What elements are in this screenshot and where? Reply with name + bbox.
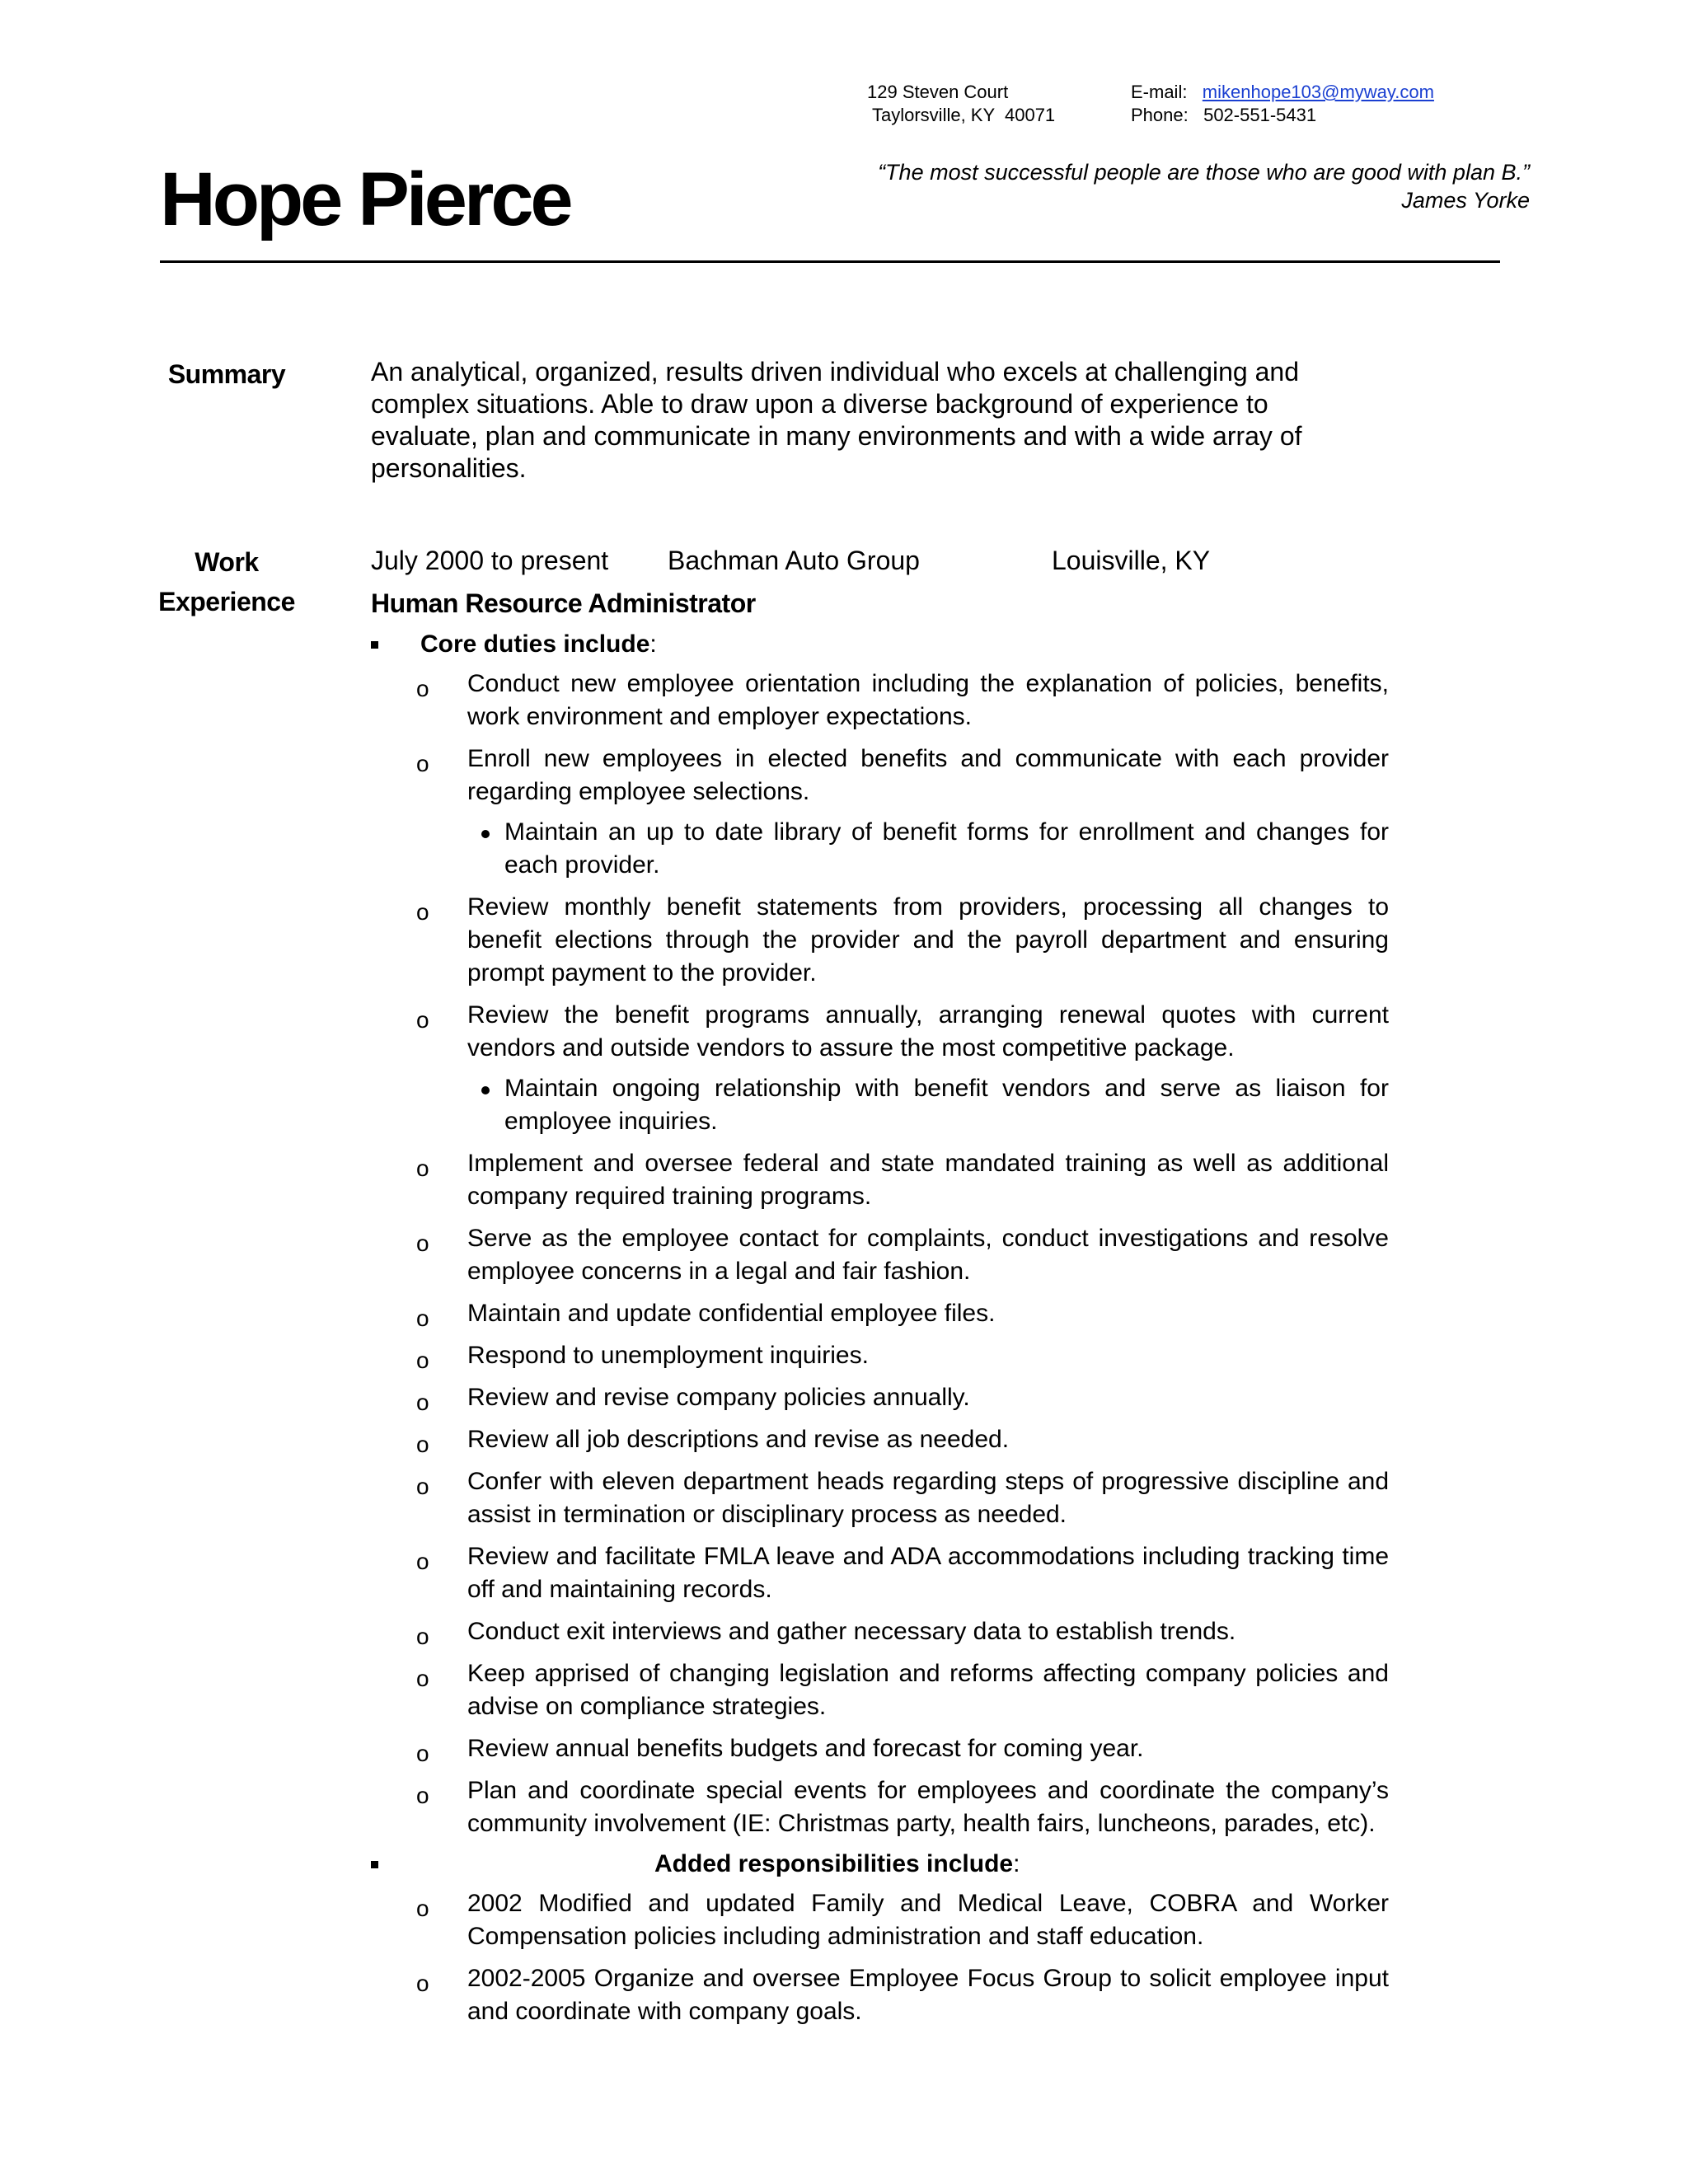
list-item-text: Review the benefit programs annually, arranging renewal quotes with current vendors and outside vendors to assure the most competitive package. bbox=[467, 1001, 1389, 1062]
sub-list-item bbox=[371, 1072, 1389, 1138]
list-item bbox=[371, 1657, 1389, 1723]
list-item bbox=[371, 1465, 1389, 1531]
added-duties-title: Added responsibilities include bbox=[654, 1850, 1014, 1877]
list-item-text: 2002-2005 Organize and oversee Employee Focus Group to solicit employee input and coordinate with company goals. bbox=[467, 1965, 1389, 2025]
circle-bullet-icon: o bbox=[416, 1305, 429, 1331]
circle-bullet-icon: o bbox=[416, 1347, 429, 1373]
circle-bullet-icon: o bbox=[416, 899, 429, 925]
core-duties-title: Core duties include bbox=[420, 630, 650, 658]
list-item-text: Plan and coordinate special events for employees and coordinate the company’s community involvement (IE: Christmas party, health fairs, luncheons, parades, etc). bbox=[467, 1777, 1389, 1837]
dot-bullet-icon bbox=[481, 830, 490, 838]
circle-bullet-icon: o bbox=[416, 1155, 429, 1181]
job-company: Bachman Auto Group bbox=[668, 546, 920, 575]
sub-list-item-text: Maintain an up to date library of benefit forms for enrollment and changes for each provider. bbox=[504, 818, 1389, 879]
list-item-text: Keep apprised of changing legislation and reforms affecting company policies and advise on compliance strategies. bbox=[467, 1660, 1389, 1720]
square-bullet-icon bbox=[371, 641, 378, 649]
circle-bullet-icon: o bbox=[416, 1474, 429, 1499]
list-item-text: Serve as the employee contact for complaints, conduct investigations and resolve employee concerns in a legal and fair fashion. bbox=[467, 1225, 1389, 1285]
list-item bbox=[371, 1147, 1389, 1213]
list-item-text: Conduct new employee orientation including the explanation of policies, benefits, work environment and employer expectations. bbox=[467, 670, 1389, 730]
list-item bbox=[371, 999, 1389, 1065]
circle-bullet-icon: o bbox=[416, 1666, 429, 1691]
list-item-text: Maintain and update confidential employee files. bbox=[467, 1300, 996, 1327]
circle-bullet-icon: o bbox=[416, 1896, 429, 1921]
circle-bullet-icon: o bbox=[416, 1007, 429, 1033]
sub-list-item-text: Maintain ongoing relationship with benefit vendors and serve as liaison for employee inquiries. bbox=[504, 1075, 1389, 1135]
added-duties-items bbox=[371, 1887, 1393, 2028]
circle-bullet-icon: o bbox=[416, 1549, 429, 1574]
list-item-text: Review monthly benefit statements from providers, processing all changes to benefit elections through the provider and the payroll department and ensuring prompt payment to the provider. bbox=[467, 893, 1389, 987]
circle-bullet-icon: o bbox=[416, 1783, 429, 1808]
list-item-text: Review annual benefits budgets and forecast for coming year. bbox=[467, 1735, 1144, 1762]
email-link[interactable]: mikenhope103@myway.com bbox=[1202, 82, 1434, 102]
email-label: E-mail: bbox=[1131, 82, 1188, 102]
circle-bullet-icon: o bbox=[416, 676, 429, 701]
list-item-text: Enroll new employees in elected benefits and communicate with each provider regarding employee selections. bbox=[467, 745, 1389, 805]
email-row bbox=[1131, 81, 1434, 104]
added-duties-heading bbox=[371, 1848, 1393, 1887]
core-duties-colon: : bbox=[649, 630, 657, 658]
added-duties-colon: : bbox=[1013, 1850, 1020, 1877]
circle-bullet-icon: o bbox=[416, 1230, 429, 1256]
duties-list bbox=[371, 628, 1393, 2037]
circle-bullet-icon: o bbox=[416, 751, 429, 776]
core-duties-items bbox=[371, 668, 1393, 1840]
list-item bbox=[371, 1297, 1389, 1330]
circle-bullet-icon: o bbox=[416, 1390, 429, 1415]
work-label-line-2: Experience bbox=[158, 587, 295, 616]
work-label-line-1: Work bbox=[195, 547, 259, 577]
list-item-text: Conduct exit interviews and gather necessary data to establish trends. bbox=[467, 1618, 1236, 1645]
list-item bbox=[371, 1615, 1389, 1648]
summary-text: An analytical, organized, results driven individual who excels at challenging and complex situations. Able to draw upon a diverse background of experience to evaluate, plan and communicate in many environments and with a wide array of personalities. bbox=[371, 357, 1302, 483]
address-line-1: 129 Steven Court bbox=[867, 82, 1009, 102]
job-dates: July 2000 to present bbox=[371, 546, 609, 575]
quote-text: “The most successful people are those who are good with plan B.” bbox=[878, 160, 1530, 185]
list-item bbox=[371, 1339, 1389, 1372]
core-duties-heading bbox=[371, 628, 1393, 668]
list-item-text: Confer with eleven department heads regarding steps of progressive discipline and assist in termination or disciplinary process as needed. bbox=[467, 1468, 1389, 1528]
quote-author: James Yorke bbox=[1401, 188, 1530, 213]
list-item bbox=[371, 1423, 1389, 1456]
circle-bullet-icon: o bbox=[416, 1741, 429, 1766]
list-item bbox=[371, 1774, 1389, 1840]
job-location: Louisville, KY bbox=[1052, 546, 1211, 575]
phone-number: 502-551-5431 bbox=[1203, 105, 1317, 125]
list-item bbox=[371, 668, 1389, 733]
header-divider bbox=[160, 260, 1500, 263]
phone-label: Phone: bbox=[1131, 105, 1189, 125]
list-item-text: Respond to unemployment inquiries. bbox=[467, 1342, 869, 1369]
job-title: Human Resource Administrator bbox=[371, 588, 756, 618]
list-item bbox=[371, 1381, 1389, 1414]
list-item-text: Review and facilitate FMLA leave and ADA accommodations including tracking time off and maintaining records. bbox=[467, 1543, 1389, 1603]
list-item bbox=[371, 1962, 1389, 2028]
list-item bbox=[371, 743, 1389, 808]
list-item-text: 2002 Modified and updated Family and Medical Leave, COBRA and Worker Compensation policies including administration and staff education. bbox=[467, 1890, 1389, 1950]
address-block bbox=[867, 81, 1055, 127]
quote-block bbox=[706, 158, 1530, 214]
summary-label: Summary bbox=[167, 359, 286, 389]
list-item-text: Review and revise company policies annually. bbox=[467, 1384, 970, 1411]
circle-bullet-icon: o bbox=[416, 1971, 429, 1996]
circle-bullet-icon: o bbox=[416, 1432, 429, 1457]
list-item bbox=[371, 1540, 1389, 1606]
list-item-text: Review all job descriptions and revise as needed. bbox=[467, 1426, 1010, 1453]
phone-row bbox=[1131, 104, 1434, 127]
square-bullet-icon bbox=[371, 1861, 378, 1868]
list-item bbox=[371, 1222, 1389, 1288]
list-item bbox=[371, 891, 1389, 990]
list-item bbox=[371, 1887, 1389, 1953]
candidate-name: Hope Pierce bbox=[160, 157, 570, 241]
list-item bbox=[371, 1732, 1389, 1765]
dot-bullet-icon bbox=[481, 1086, 490, 1094]
address-line-2: Taylorsville, KY 40071 bbox=[872, 105, 1056, 125]
list-item-text: Implement and oversee federal and state mandated training as well as additional company required training programs. bbox=[467, 1150, 1389, 1210]
contact-block bbox=[1131, 81, 1434, 127]
circle-bullet-icon: o bbox=[416, 1624, 429, 1649]
sub-list-item bbox=[371, 816, 1389, 882]
